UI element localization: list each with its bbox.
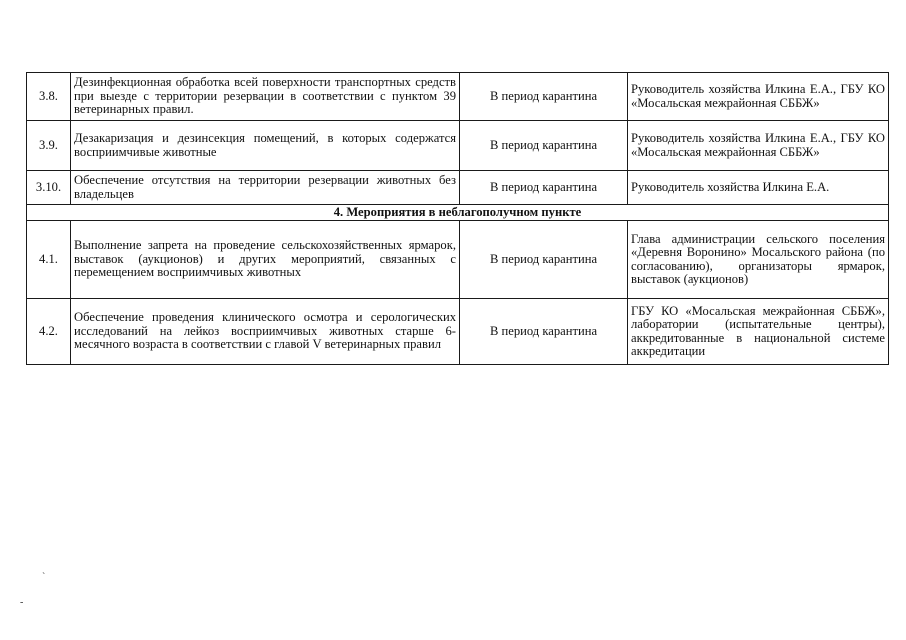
table-row bbox=[27, 299, 889, 365]
measure-term: В период карантина bbox=[460, 171, 628, 205]
measure-term: В период карантина bbox=[460, 73, 628, 121]
measure-responsible: Глава администрации сельского поселения «Деревня Воронино» Мосальского района (по согласованию), организаторы ярмарок, выставок (аукционов) bbox=[628, 221, 889, 299]
measure-description: Дезакаризация и дезинсекция помещений, в которых содержатся восприимчивые животные bbox=[71, 121, 460, 171]
measure-description: Выполнение запрета на проведение сельскохозяйственных ярмарок, выставок (аукционов) и других мероприятий, связанных с перемещением восприимчивых животных bbox=[71, 221, 460, 299]
section-title: 4. Мероприятия в неблагополучном пункте bbox=[27, 205, 889, 221]
measure-responsible: ГБУ КО «Мосальская межрайонная СББЖ», лаборатории (испытательные центры), аккредитованные в национальной системе аккредитации bbox=[628, 299, 889, 365]
scan-speck-mark: - bbox=[20, 597, 24, 608]
measure-description: Обеспечение отсутствия на территории резервации животных без владельцев bbox=[71, 171, 460, 205]
section-header-row bbox=[27, 205, 889, 221]
table-row bbox=[27, 171, 889, 205]
row-number: 3.8. bbox=[27, 73, 71, 121]
scan-speck-mark: ` bbox=[42, 572, 46, 583]
measure-term: В период карантина bbox=[460, 221, 628, 299]
table-row bbox=[27, 121, 889, 171]
measure-term: В период карантина bbox=[460, 121, 628, 171]
row-number: 4.1. bbox=[27, 221, 71, 299]
measures-table bbox=[26, 72, 889, 365]
measure-responsible: Руководитель хозяйства Илкина Е.А., ГБУ КО «Мосальская межрайонная СББЖ» bbox=[628, 121, 889, 171]
table-row bbox=[27, 73, 889, 121]
measure-responsible: Руководитель хозяйства Илкина Е.А., ГБУ КО «Мосальская межрайонная СББЖ» bbox=[628, 73, 889, 121]
row-number: 3.9. bbox=[27, 121, 71, 171]
row-number: 3.10. bbox=[27, 171, 71, 205]
row-number: 4.2. bbox=[27, 299, 71, 365]
measure-description: Дезинфекционная обработка всей поверхности транспортных средств при выезде с территории резервации в соответствии с пунктом 39 ветеринарных правил. bbox=[71, 73, 460, 121]
measure-term: В период карантина bbox=[460, 299, 628, 365]
table-row bbox=[27, 221, 889, 299]
measure-description: Обеспечение проведения клинического осмотра и серологических исследований на лейкоз восприимчивых животных старше 6-месячного возраста в соответствии с главой V ветеринарных правил bbox=[71, 299, 460, 365]
measure-responsible: Руководитель хозяйства Илкина Е.А. bbox=[628, 171, 889, 205]
